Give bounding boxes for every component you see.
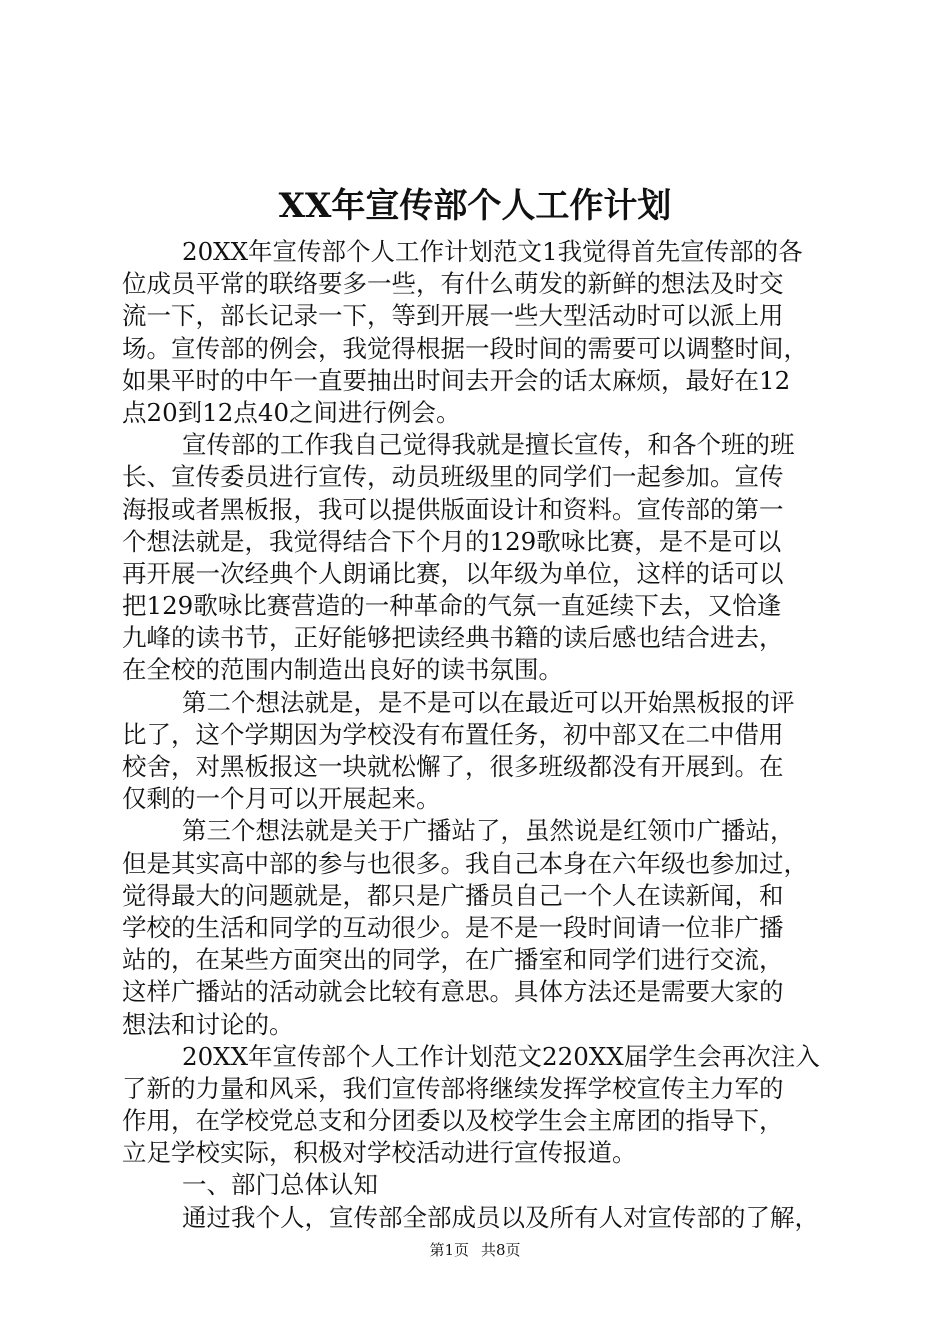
text-line: 把129歌咏比赛营造的一种革命的气氛一直延续下去，又恰逢 <box>122 591 782 621</box>
text-line: 这样广播站的活动就会比较有意思。具体方法还是需要大家的 <box>122 977 784 1007</box>
text-line: 站的，在某些方面突出的同学，在广播室和同学们进行交流， <box>122 945 784 975</box>
text-line: 个想法就是，我觉得结合下个月的129歌咏比赛，是不是可以 <box>122 526 782 556</box>
text-line: 仅剩的一个月可以开展起来。 <box>122 784 441 814</box>
text-line: 第二个想法就是，是不是可以在最近可以开始黑板报的评 <box>182 687 795 717</box>
text-line: 位成员平常的联络要多一些，有什么萌发的新鲜的想法及时交 <box>122 269 784 299</box>
text-line: 作用，在学校党总支和分团委以及校学生会主席团的指导下， <box>122 1106 784 1136</box>
page-total: 共8页 <box>481 1241 521 1259</box>
text-line: 点20到12点40之间进行例会。 <box>122 397 461 427</box>
text-line: 了新的力量和风采，我们宣传部将继续发挥学校宣传主力军的 <box>122 1073 784 1103</box>
text-line: 想法和讨论的。 <box>122 1009 294 1039</box>
text-line: 长、宣传委员进行宣传，动员班级里的同学们一起参加。宣传 <box>122 462 784 492</box>
text-line: 觉得最大的问题就是，都只是广播员自己一个人在读新闻，和 <box>122 880 784 910</box>
document-body <box>122 236 838 1234</box>
text-line: 但是其实高中部的参与也很多。我自己本身在六年级也参加过， <box>122 848 808 878</box>
text-line: 海报或者黑板报，我可以提供版面设计和资料。宣传部的第一 <box>122 494 784 524</box>
text-line: 通过我个人，宣传部全部成员以及所有人对宣传部的了解， <box>182 1202 819 1232</box>
text-line: 第三个想法就是关于广播站了，虽然说是红领巾广播站， <box>182 816 795 846</box>
text-line: 再开展一次经典个人朗诵比赛，以年级为单位，这样的话可以 <box>122 558 784 588</box>
text-line: 一、部门总体认知 <box>182 1170 378 1200</box>
text-line: 宣传部的工作我自己觉得我就是擅长宣传，和各个班的班 <box>182 430 795 460</box>
text-line: 学校的生活和同学的互动很少。是不是一段时间请一位非广播 <box>122 912 784 942</box>
text-line: 校舍，对黑板报这一块就松懈了，很多班级都没有开展到。在 <box>122 752 784 781</box>
text-line: 九峰的读书节，正好能够把读经典书籍的读后感也结合进去， <box>122 623 784 653</box>
text-line: 场。宣传部的例会，我觉得根据一段时间的需要可以调整时间， <box>122 333 808 363</box>
text-line: 在全校的范围内制造出良好的读书氛围。 <box>122 655 563 685</box>
text-line: 流一下，部长记录一下，等到开展一些大型活动时可以派上用 <box>122 301 784 331</box>
page-number: 第1页 <box>429 1241 469 1259</box>
document-title: XX年宣传部个人工作计划 <box>278 186 672 226</box>
text-line: 20XX年宣传部个人工作计划范文220XX届学生会再次注入 <box>182 1041 820 1071</box>
text-line: 立足学校实际，积极对学校活动进行宣传报道。 <box>122 1138 637 1168</box>
text-line: 如果平时的中午一直要抽出时间去开会的话太麻烦，最好在12 <box>122 365 791 395</box>
page-footer <box>0 1240 950 1260</box>
text-line: 20XX年宣传部个人工作计划范文1我觉得首先宣传部的各 <box>182 237 803 266</box>
text-line: 比了，这个学期因为学校没有布置任务，初中部又在二中借用 <box>122 719 784 749</box>
